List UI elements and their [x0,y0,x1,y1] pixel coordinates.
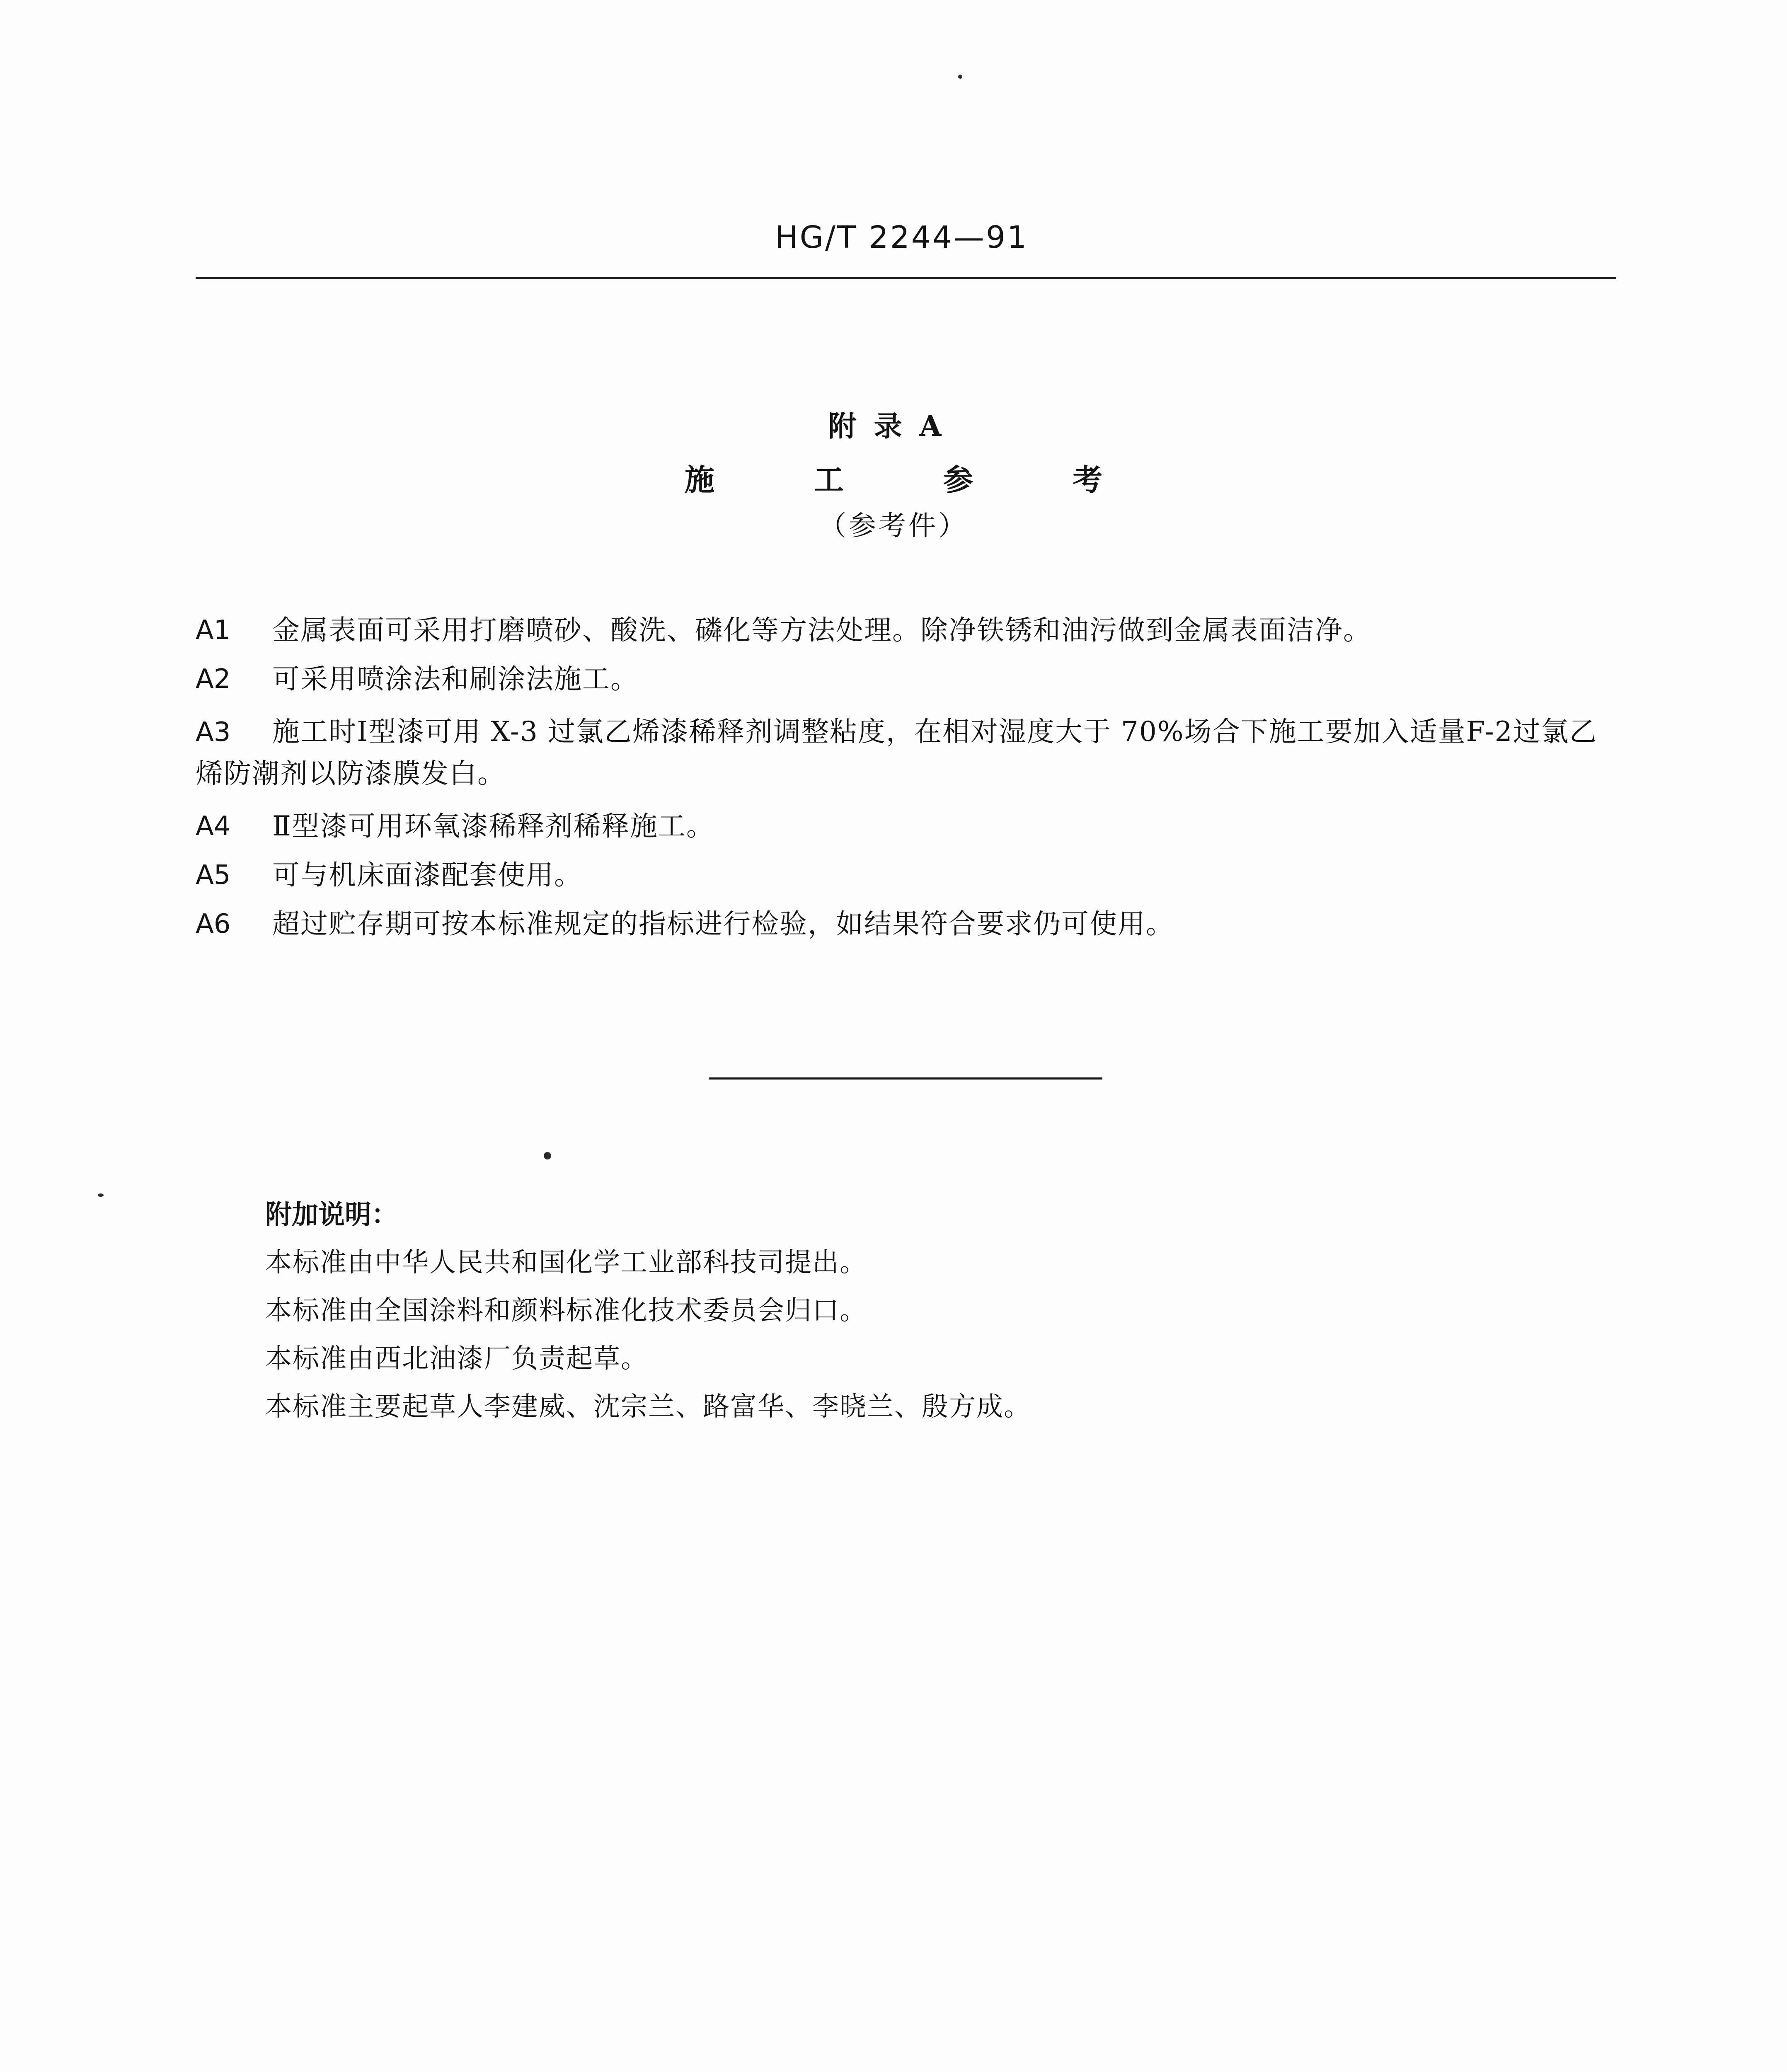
item-text: 施工时Ⅰ型漆可用 X-3 过氯乙烯漆稀释剂调整粘度，在相对湿度大于 70%场合下施工要加入适量F-2过氯乙烯防潮剂以防漆膜发白。 [196,716,1598,789]
appendix-item [196,858,1621,892]
notes-line: 本标准主要起草人李建威、沈宗兰、路富华、李晓兰、殷方成。 [265,1392,1031,1422]
appendix-item [196,613,1621,647]
appendix-item [196,711,1621,794]
item-number: A2 [196,664,231,695]
appendix-item [196,662,1621,696]
standard-code: HG/T 2244—91 [775,220,1029,255]
notes-line: 本标准由全国涂料和颜料标准化技术委员会归口。 [265,1295,867,1326]
item-text: 可采用喷涂法和刷涂法施工。 [272,663,639,695]
scan-speck [544,1152,551,1159]
item-number: A3 [196,717,231,748]
item-text: Ⅱ型漆可用环氧漆稀释剂稀释施工。 [272,810,714,842]
appendix-item [196,809,1621,843]
notes-line: 本标准由西北油漆厂负责起草。 [265,1343,648,1374]
item-number: A5 [196,860,231,891]
item-text: 超过贮存期可按本标准规定的指标进行检验，如结果符合要求仍可使用。 [272,908,1174,940]
header-rule [196,277,1616,279]
item-number: A4 [196,811,231,842]
item-number: A1 [196,615,231,646]
appendix-items [196,613,1621,956]
appendix-title: 施工参考 [684,462,1202,497]
scan-speck [98,1193,104,1197]
scan-speck [958,75,962,79]
item-number: A6 [196,909,231,939]
appendix-label: 附录A [828,410,959,443]
appendix-item [196,907,1621,941]
notes-heading: 附加说明： [265,1199,398,1230]
section-divider [709,1077,1102,1080]
item-text: 可与机床面漆配套使用。 [272,859,582,891]
notes-line: 本标准由中华人民共和国化学工业部科技司提出。 [265,1247,867,1278]
item-text: 金属表面可采用打磨喷砂、酸洗、磷化等方法处理。除净铁锈和油污做到金属表面洁净。 [272,614,1371,646]
additional-notes [265,1193,1591,1438]
appendix-note: （参考件） [819,510,968,542]
